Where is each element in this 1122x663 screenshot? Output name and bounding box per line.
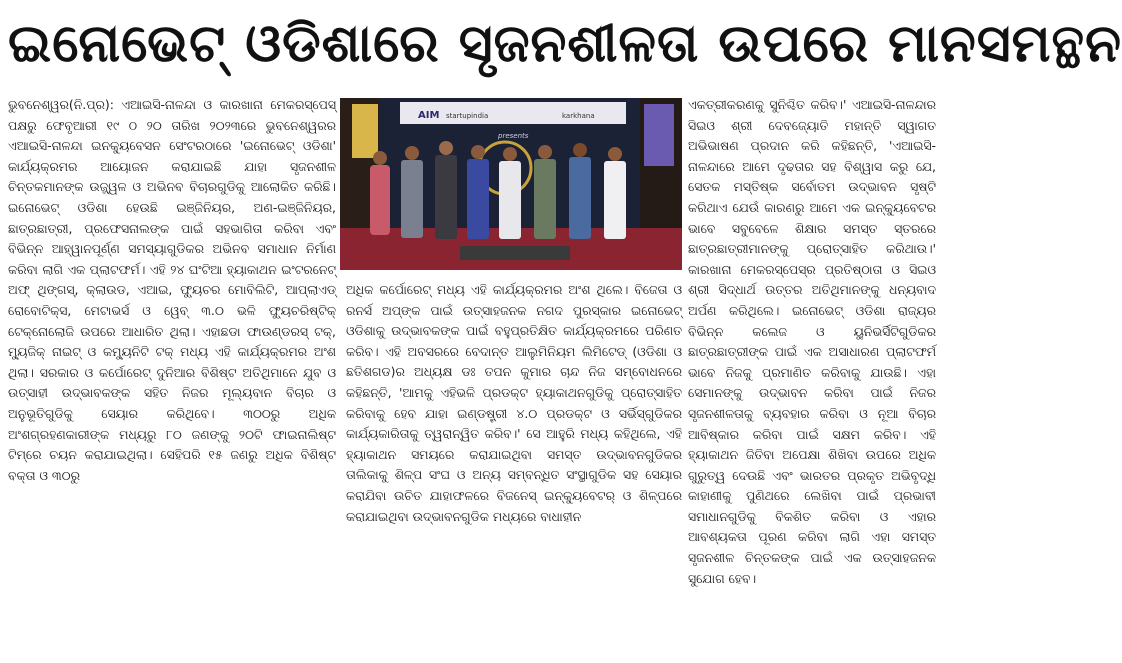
article-text-middle: ଅଧିକ କର୍ପୋରେଟ୍ ମଧ୍ୟ ଏହି କାର୍ଯ୍ୟକ୍ରମର ଅଂଶ ଥିଲେ। ବିଜେତା ଓ ରନର୍ସ ଅପ୍‌ଙ୍କ ପାଇଁ ଉତ୍ସାହଜନକ ନଗଦ ପୁରସ୍କାର ଇନୋଭେଟ୍ ଓଡିଶାକୁ ଉଦ୍ଭାବକଙ୍କ ପାଇଁ ବହୁପ୍ରତିକ୍ଷିତ କାର୍ଯ୍ୟକ୍ରମରେ ପରିଣତ କରିବ। ଏହି ଅବସରରେ ବେଦାନ୍ତ ଆଲୁମିନିୟମ ଲିମିଟେଡ୍ (ଓଡିଶା ଓ ଛତିଶଗଡ)ର ଅଧ୍ୟକ୍ଷ ଡଃ ତପନ କୁମାର ଚାନ୍ଦ ନିଜ ସମ୍ବୋଧନରେ କହିଛନ୍ତି, 'ଆମକୁ ଏହିଭଳି ପ୍ରଡକ୍ଟ ହ୍ୟାକାଥନଗୁଡିକୁ ପ୍ରୋତ୍ସାହିତ କରିବାକୁ ହେବ ଯାହା ଇଣ୍ଡଷ୍ଟ୍ରୀ ୪.୦ ପ୍ରଡକ୍ଟ ଓ ସର୍ଭିସ୍‌ଗୁଡିକର କାର୍ଯ୍ୟକାରିତାକୁ ତ୍ୱରାନ୍ୱିତ କରିବ।' ସେ ଆହୁରି ମଧ୍ୟ କହିଥିଲେ, ଏହି ହ୍ୟାକାଥନ ସମୟରେ କରାଯାଇଥିବା ସମସ୍ତ ଉଦ୍ଭାବନଗୁଡିକର ତାଲିକାକୁ ଶିଳ୍ପ ସଂଘ ଓ ଅନ୍ୟ ସମ୍ବନ୍ଧିତ ସଂସ୍ଥାଗୁଡିକ ସହ ସେୟାର କରାଯିବା ଉଚିତ ଯାହାଫଳରେ ବିଜନେସ୍ ଇନ୍‌କ୍ୟୁବେଟର୍ ଓ ଶିଳ୍ପରେ କରାଯାଇଥିବା ଉଦ୍ଭାବନଗୁଡିକ ମଧ୍ୟରେ ବାଧାହୀନ (346, 282, 682, 524)
event-photo (340, 98, 682, 270)
article-column-middle (346, 280, 682, 661)
headline: ଇନୋଭେଟ୍ ଓଡିଶାରେ ସୃଜନଶୀଳତା ଉପରେ ମାନସମନ୍ଥନ (8, 14, 1122, 74)
banner-presents-text: presents (498, 132, 529, 140)
article-column-left (8, 95, 336, 661)
person-6 (534, 145, 556, 239)
article-text-left: ଭୁବନେଶ୍ୱର(ନି.ପ୍ର): ଏଆଇସି-ନାଳନ୍ଦା ଓ କାରଖାନା ମେକରସ୍ପେସ୍ ପକ୍ଷରୁ ଫେବୃଆରୀ ୧୯ ଠ ୨୦ ତାରିଖ ୨୦୨୩ରେ ଭୁବନେଶ୍ୱରର ଏଆଇସି-ନାଳନ୍ଦା ଇନକ୍ୟୁବେସନ ସେଂଟରଠାରେ 'ଇନୋଭେଟ୍ ଓଡିଶା' କାର୍ଯ୍ୟକ୍ରମର ଆୟୋଜନ କରାଯାଇଛି ଯାହା ସୃଜନଶୀଳ ଚିନ୍ତକମାନଙ୍କ ଉଜ୍ଜ୍ୱଳ ଓ ଅଭିନବ ବିଚାରଗୁଡିକୁ ଆଲୋକିତ କରିଛି। ଇନୋଭେଟ୍ ଓଡିଶା ହେଉଛି ଇଞ୍ଜିନିୟର, ଅଣ-ଇଞ୍ଜିନିୟର, ଛାତ୍ରଛାତ୍ରୀ, ପ୍ରଫେସନାଲଙ୍କ ପାଇଁ ସହଭାଗିତା କରିବା ଏବଂ ବିଭିନ୍ନ ଆହ୍ୱାନପୂର୍ଣ୍ଣ ସମସ୍ୟାଗୁଡିକର ଅଭିନବ ସମାଧାନ ନିର୍ମାଣ କରିବା ଲାଗି ଏକ ପ୍ଲାଟଫର୍ମ। ଏହି ୨୪ ଘଂଟିଆ ହ୍ୟାକାଥନ ଇଂଟରନେଟ୍ ଅଫ୍ ଥିଙ୍ଗସ୍, କ୍ଲାଉଡ, ଏଆଇ, ଫ୍ୟୁଚର ମୋବିଲିଟି, ଆପ୍ଲାଏଡ୍ ରୋବୋଟିକ୍ସ, ମେଟାଭର୍ସ ଓ ୱେବ୍ ୩.୦ ଭଳି ଫ୍ୟୁଚରିଷ୍ଟିକ୍ ଟେକ୍ନୋଲୋଜି ଉପରେ ଆଧାରିତ ଥିଲା। ଏହାଛଡା ଫାଉଣ୍ଡରସ୍ ଟକ୍, ମ୍ୟୁଜିକ୍ ନାଇଟ୍ ଓ କମ୍ୟୁନିଟି ଟକ୍ ମଧ୍ୟ ଏହି କାର୍ଯ୍ୟକ୍ରମର ଅଂଶ ଥିଲା। ସରକାର ଓ କର୍ପୋରେଟ୍ ଦୁନିଆର ବିଶିଷ୍ଟ ଅତିଥିମାନେ ଯୁବ ଓ ଉତ୍ସାହୀ ଉଦ୍ଭାବକଙ୍କ ସହିତ ନିଜର ମୂଲ୍ୟବାନ ବିଚାର ଓ ଅନୁଭୂତିଗୁଡିକୁ ସେୟାର କରିଥିବେ। ୩୦୦ରୁ ଅଧିକ ଅଂଶଗ୍ରହଣକାରୀଙ୍କ ମଧ୍ୟରୁ ୮୦ ଜଣଙ୍କୁ ୨୦ଟି ଫାଇନାଲିଷ୍ଟ ଟିମ୍‌ରେ ଚୟନ କରାଯାଇଥିଲା। ସେହିପରି ୧୫ ଜଣରୁ ଅଧିକ ବିଶିଷ୍ଟ ବକ୍ତା ଓ ୩୦ରୁ (8, 97, 336, 483)
person-3 (435, 141, 457, 239)
banner-logo-startupindia: startupindia (446, 112, 489, 120)
person-4 (467, 145, 489, 239)
article-column-right (688, 95, 936, 661)
banner-logo-aim: AIM (418, 110, 440, 121)
person-7 (569, 143, 591, 239)
article-text-right: ଏକତ୍ରୀକରଣକୁ ସୁନିଶ୍ଚିତ କରିବ।' ଏଆଇସି-ନାଳନ୍ଦାର ସିଇଓ ଶ୍ରୀ ଦେବଜ୍ୟୋତି ମହାନ୍ତି ସ୍ୱାଗତ ଅଭିଭାଷଣ ପ୍ରଦାନ କରି କହିଛନ୍ତି, 'ଏଆଇସି-ନାଳନ୍ଦାରେ ଆମେ ଦୃଢତାର ସହ ବିଶ୍ୱାସ କରୁ ଯେ, ସେତକ ମସ୍ତିଷ୍କ ସର୍ବୋତମ ଉଦ୍ଭାବନ ସୃଷ୍ଟି କରିଥାଏ ଯେଉଁ କାରଣରୁ ଆମେ ଏକ ଇନ୍‌କ୍ୟୁବେଟର ଭାବେ ସବୁବେଳେ ଶିକ୍ଷାର ସମସ୍ତ ସ୍ତରରେ ଛାତ୍ରଛାତ୍ରୀମାନଙ୍କୁ ପ୍ରୋତ୍ସାହିତ କରିଥାଉ।' କାରଖାନା ମେକରସ୍ପେସ୍‌ର ପ୍ରତିଷ୍ଠାତା ଓ ସିଇଓ ଶ୍ରୀ ସିଦ୍ଧାର୍ଥ ଉତ୍ତର ଅତିଥିମାନଙ୍କୁ ଧନ୍ୟବାଦ ଅର୍ପଣ କରିଥିଲେ। ଇନୋଭେଟ୍ ଓଡିଶା ରାଜ୍ୟର ବିଭିନ୍ନ କଲେଜ ଓ ୟୁନିଭର୍ସିଟିଗୁଡିକର ଛାତ୍ରଛାତ୍ରୀଙ୍କ ପାଇଁ ଏକ ଅସାଧାରଣ ପ୍ଲାଟଫର୍ମ ଭାବେ ନିଜକୁ ପ୍ରମାଣିତ କରିବାକୁ ଯାଉଛି। ଏହା ସେମାନଙ୍କୁ ଉଦ୍ଭାବନ କରିବା ପାଇଁ ନିଜର ସୃଜନଶୀଳତାକୁ ବ୍ୟବହାର କରିବା ଓ ନୂଆ ବିଚାର ଆବିଷ୍କାର କରିବା ପାଇଁ ସକ୍ଷମ କରିବ। ଏହି ହ୍ୟାକାଥନ ଜିତିବା ଅପେକ୍ଷା ଶିଖିବା ଉପରେ ଅଧିକ ଗୁରୁତ୍ୱ ଦେଉଛି ଏବଂ ଭାରତର ପ୍ରକୃତ ଅଭିବୃଦ୍ଧି କାହାଣୀକୁ ପୁଣିଥରେ ଲେଖିବା ପାଇଁ ପ୍ରଭାବୀ ସମାଧାନଗୁଡିକୁ ବିକଶିତ କରିବା ଓ ଏହାର ଆବଶ୍ୟକତା ପୂରଣ କରିବା ଲାଗି ଏହା ସମସ୍ତ ସୃଜନଶୀଳ ଚିନ୍ତକଙ୍କ ପାଇଁ ଏକ ଉତ୍ସାହଜନକ ସୁଯୋଗ ହେବ। (688, 97, 936, 586)
banner-logo-karkhana: karkhana (562, 112, 595, 120)
